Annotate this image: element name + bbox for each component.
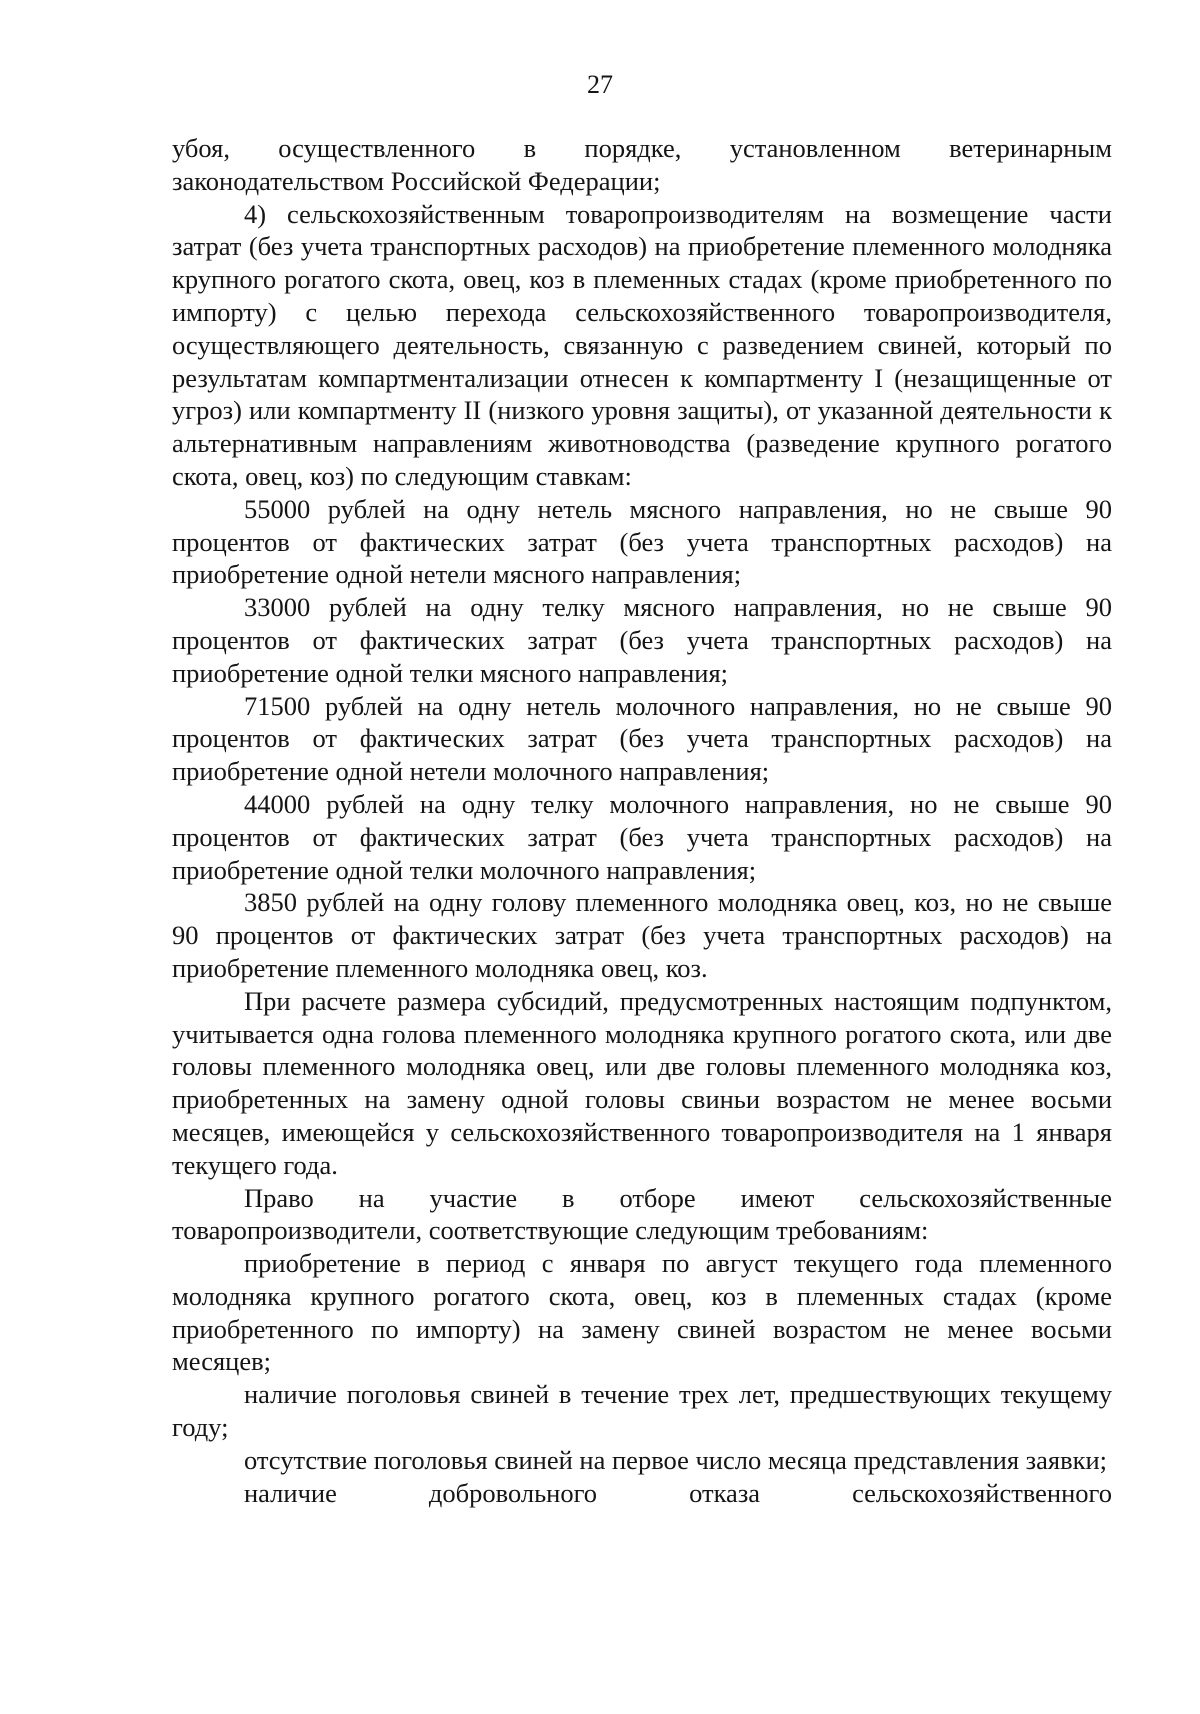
paragraph: Право на участие в отборе имеют сельскохозяйственные товаропроизводители, соответствующие следующим требованиям: (172, 1182, 1112, 1246)
paragraph: приобретение в период с января по август текущего года племенного молодняка крупного рогатого скота, овец, коз в племенных стадах (кроме приобретенного по импорту) на замену свиней возрастом не менее восьми месяцев; (172, 1248, 1112, 1377)
page-number: 27 (587, 70, 613, 99)
paragraph: 33000 рублей на одну телку мясного направления, но не свыше 90 процентов от фактических затрат (без учета транспортных расходов) на приобретение одной телки мясного направления; (172, 592, 1112, 688)
paragraph: 44000 рублей на одну телку молочного направления, но не свыше 90 процентов от фактических затрат (без учета транспортных расходов) на приобретение одной телки молочного направления; (172, 788, 1112, 885)
paragraph: отсутствие поголовья свиней на первое число месяца представления заявки; (244, 1444, 1107, 1475)
paragraph: 4) сельскохозяйственным товаропроизводителям на возмещение части затрат (без учета транспортных расходов) на приобретение племенного молодняка крупного рогатого скота, овец, коз в племенных стадах (кроме приобретенного по импорту) с целью перехода сельскохозяйственного товаропроизводителя, осуществляющего деятельность, связанную с разведением свиней, который по результатам компартментализации отнесен к компартменту I (незащищенные от угроз) или компартменту II (низкого уровня защиты), от указанной деятельности к альтернативным направлениям животноводства (разведение крупного рогатого скота, овец, коз) по следующим ставкам: (172, 198, 1112, 491)
paragraph: При расчете размера субсидий, предусмотренных настоящим подпунктом, учитывается одна голова племенного молодняка крупного рогатого скота, или две головы племенного молодняка овец, или две головы племенного молодняка коз, приобретенных на замену одной головы свиньи возрастом не менее восьми месяцев, имеющейся у сельскохозяйственного товаропроизводителя на 1 января текущего года. (172, 985, 1112, 1180)
paragraph: наличие добровольного отказа сельскохозяйственного (244, 1477, 1112, 1508)
paragraph: 71500 рублей на одну нетель молочного направления, но не свыше 90 процентов от фактических затрат (без учета транспортных расходов) на приобретение одной нетели молочного направления; (172, 690, 1112, 787)
paragraph: убоя, осуществленного в порядке, установленном ветеринарным законодательством Российской Федерации; (172, 133, 1112, 196)
paragraph: 3850 рублей на одну голову племенного молодняка овец, коз, но не свыше 90 процентов от фактических затрат (без учета транспортных расходов) на приобретение племенного молодняка овец, коз. (172, 887, 1112, 983)
document-body (172, 132, 1112, 1509)
paragraph: 55000 рублей на одну нетель мясного направления, но не свыше 90 процентов от фактических затрат (без учета транспортных расходов) на приобретение одной нетели мясного направления; (172, 493, 1112, 590)
paragraph: наличие поголовья свиней в течение трех лет, предшествующих текущему году; (172, 1379, 1112, 1443)
